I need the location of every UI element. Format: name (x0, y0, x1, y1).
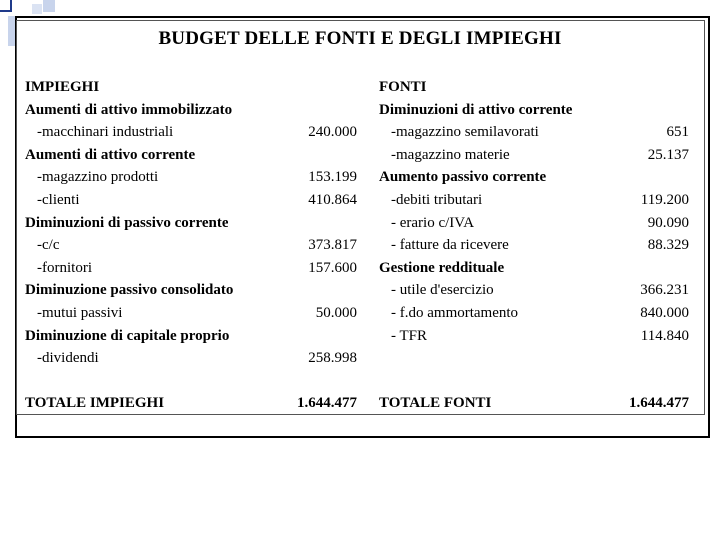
impieghi-row (25, 99, 357, 122)
fonti-row (379, 189, 689, 212)
fonti-total-row (379, 392, 689, 415)
fonti-item-label: -magazzino materie (391, 146, 510, 163)
impieghi-row (25, 121, 357, 144)
fonti-total-value: 1.644.477 (629, 394, 689, 411)
fonti-column (379, 76, 689, 414)
impieghi-heading: IMPIEGHI (25, 79, 100, 95)
fonti-row (379, 234, 689, 257)
impieghi-item-label: -magazzino prodotti (37, 169, 159, 186)
impieghi-total-row (25, 392, 357, 415)
fonti-item-value: 114.840 (640, 327, 689, 344)
fonti-item-value: 25.137 (647, 146, 689, 163)
impieghi-item-value: 50.000 (315, 304, 357, 321)
impieghi-item-label: -mutui passivi (37, 304, 123, 321)
impieghi-section-heading: Diminuzione di capitale proprio (25, 327, 230, 344)
spacer (25, 370, 357, 392)
impieghi-item-value: 240.000 (308, 124, 357, 141)
impieghi-item-value: 258.998 (308, 350, 357, 367)
impieghi-list (25, 99, 357, 370)
impieghi-row (25, 189, 357, 212)
impieghi-column (25, 76, 357, 414)
fonti-item-label: - f.do ammortamento (391, 304, 519, 321)
fonti-item-value: 651 (666, 124, 689, 141)
impieghi-row (25, 347, 357, 370)
fonti-section-heading: Aumento passivo corrente (379, 169, 547, 186)
fonti-item-value: 88.329 (647, 237, 689, 254)
fonti-item-label: - erario c/IVA (391, 214, 475, 231)
fonti-section-heading: Diminuzioni di attivo corrente (379, 101, 573, 118)
fonti-item-label: - fatture da ricevere (391, 237, 509, 254)
impieghi-row (25, 144, 357, 167)
fonti-row (379, 302, 689, 325)
impieghi-total-label: TOTALE IMPIEGHI (25, 394, 165, 411)
slide-corner-decoration (32, 4, 42, 14)
fonti-item-label: -debiti tributari (391, 191, 483, 208)
impieghi-row (25, 257, 357, 280)
fonti-total-label: TOTALE FONTI (379, 394, 492, 411)
fonti-heading: FONTI (379, 79, 427, 95)
blank-row (379, 347, 689, 370)
fonti-item-value: 119.200 (640, 191, 689, 208)
impieghi-section-heading: Diminuzioni di passivo corrente (25, 214, 229, 231)
impieghi-heading-row (25, 76, 357, 99)
fonti-row (379, 99, 689, 122)
impieghi-row (25, 302, 357, 325)
fonti-row (379, 166, 689, 189)
impieghi-row (25, 325, 357, 348)
fonti-row (379, 325, 689, 348)
fonti-heading-row (379, 76, 689, 99)
impieghi-row (25, 166, 357, 189)
spacer (379, 370, 689, 392)
fonti-item-value: 366.231 (640, 282, 689, 299)
fonti-row (379, 279, 689, 302)
impieghi-item-label: -dividendi (37, 350, 99, 367)
fonti-item-label: -magazzino semilavorati (391, 124, 539, 141)
slide-corner-decoration (0, 0, 12, 12)
impieghi-row (25, 279, 357, 302)
impieghi-item-label: -c/c (37, 237, 60, 254)
fonti-item-value: 90.090 (647, 214, 689, 231)
impieghi-item-label: -fornitori (37, 259, 92, 276)
impieghi-item-value: 410.864 (308, 191, 357, 208)
impieghi-section-heading: Aumenti di attivo corrente (25, 146, 196, 163)
fonti-row (379, 144, 689, 167)
fonti-list (379, 99, 689, 370)
slide-corner-decoration (43, 0, 55, 12)
fonti-row (379, 257, 689, 280)
fonti-item-value: 840.000 (640, 304, 689, 321)
page-title: BUDGET DELLE FONTI E DEGLI IMPIEGHI (158, 28, 562, 49)
fonti-row (379, 212, 689, 235)
impieghi-total-value: 1.644.477 (297, 394, 357, 411)
fonti-section-heading: Gestione reddituale (379, 259, 505, 276)
impieghi-item-value: 153.199 (308, 169, 357, 186)
impieghi-item-value: 373.817 (308, 237, 357, 254)
fonti-item-label: - TFR (391, 327, 427, 344)
impieghi-item-label: -macchinari industriali (37, 124, 174, 141)
impieghi-item-label: -clienti (37, 191, 80, 208)
impieghi-section-heading: Diminuzione passivo consolidato (25, 282, 234, 299)
impieghi-row (25, 212, 357, 235)
impieghi-row (25, 234, 357, 257)
fonti-row (379, 121, 689, 144)
impieghi-item-value: 157.600 (308, 259, 357, 276)
fonti-item-label: - utile d'esercizio (391, 282, 494, 299)
impieghi-section-heading: Aumenti di attivo immobilizzato (25, 101, 233, 118)
